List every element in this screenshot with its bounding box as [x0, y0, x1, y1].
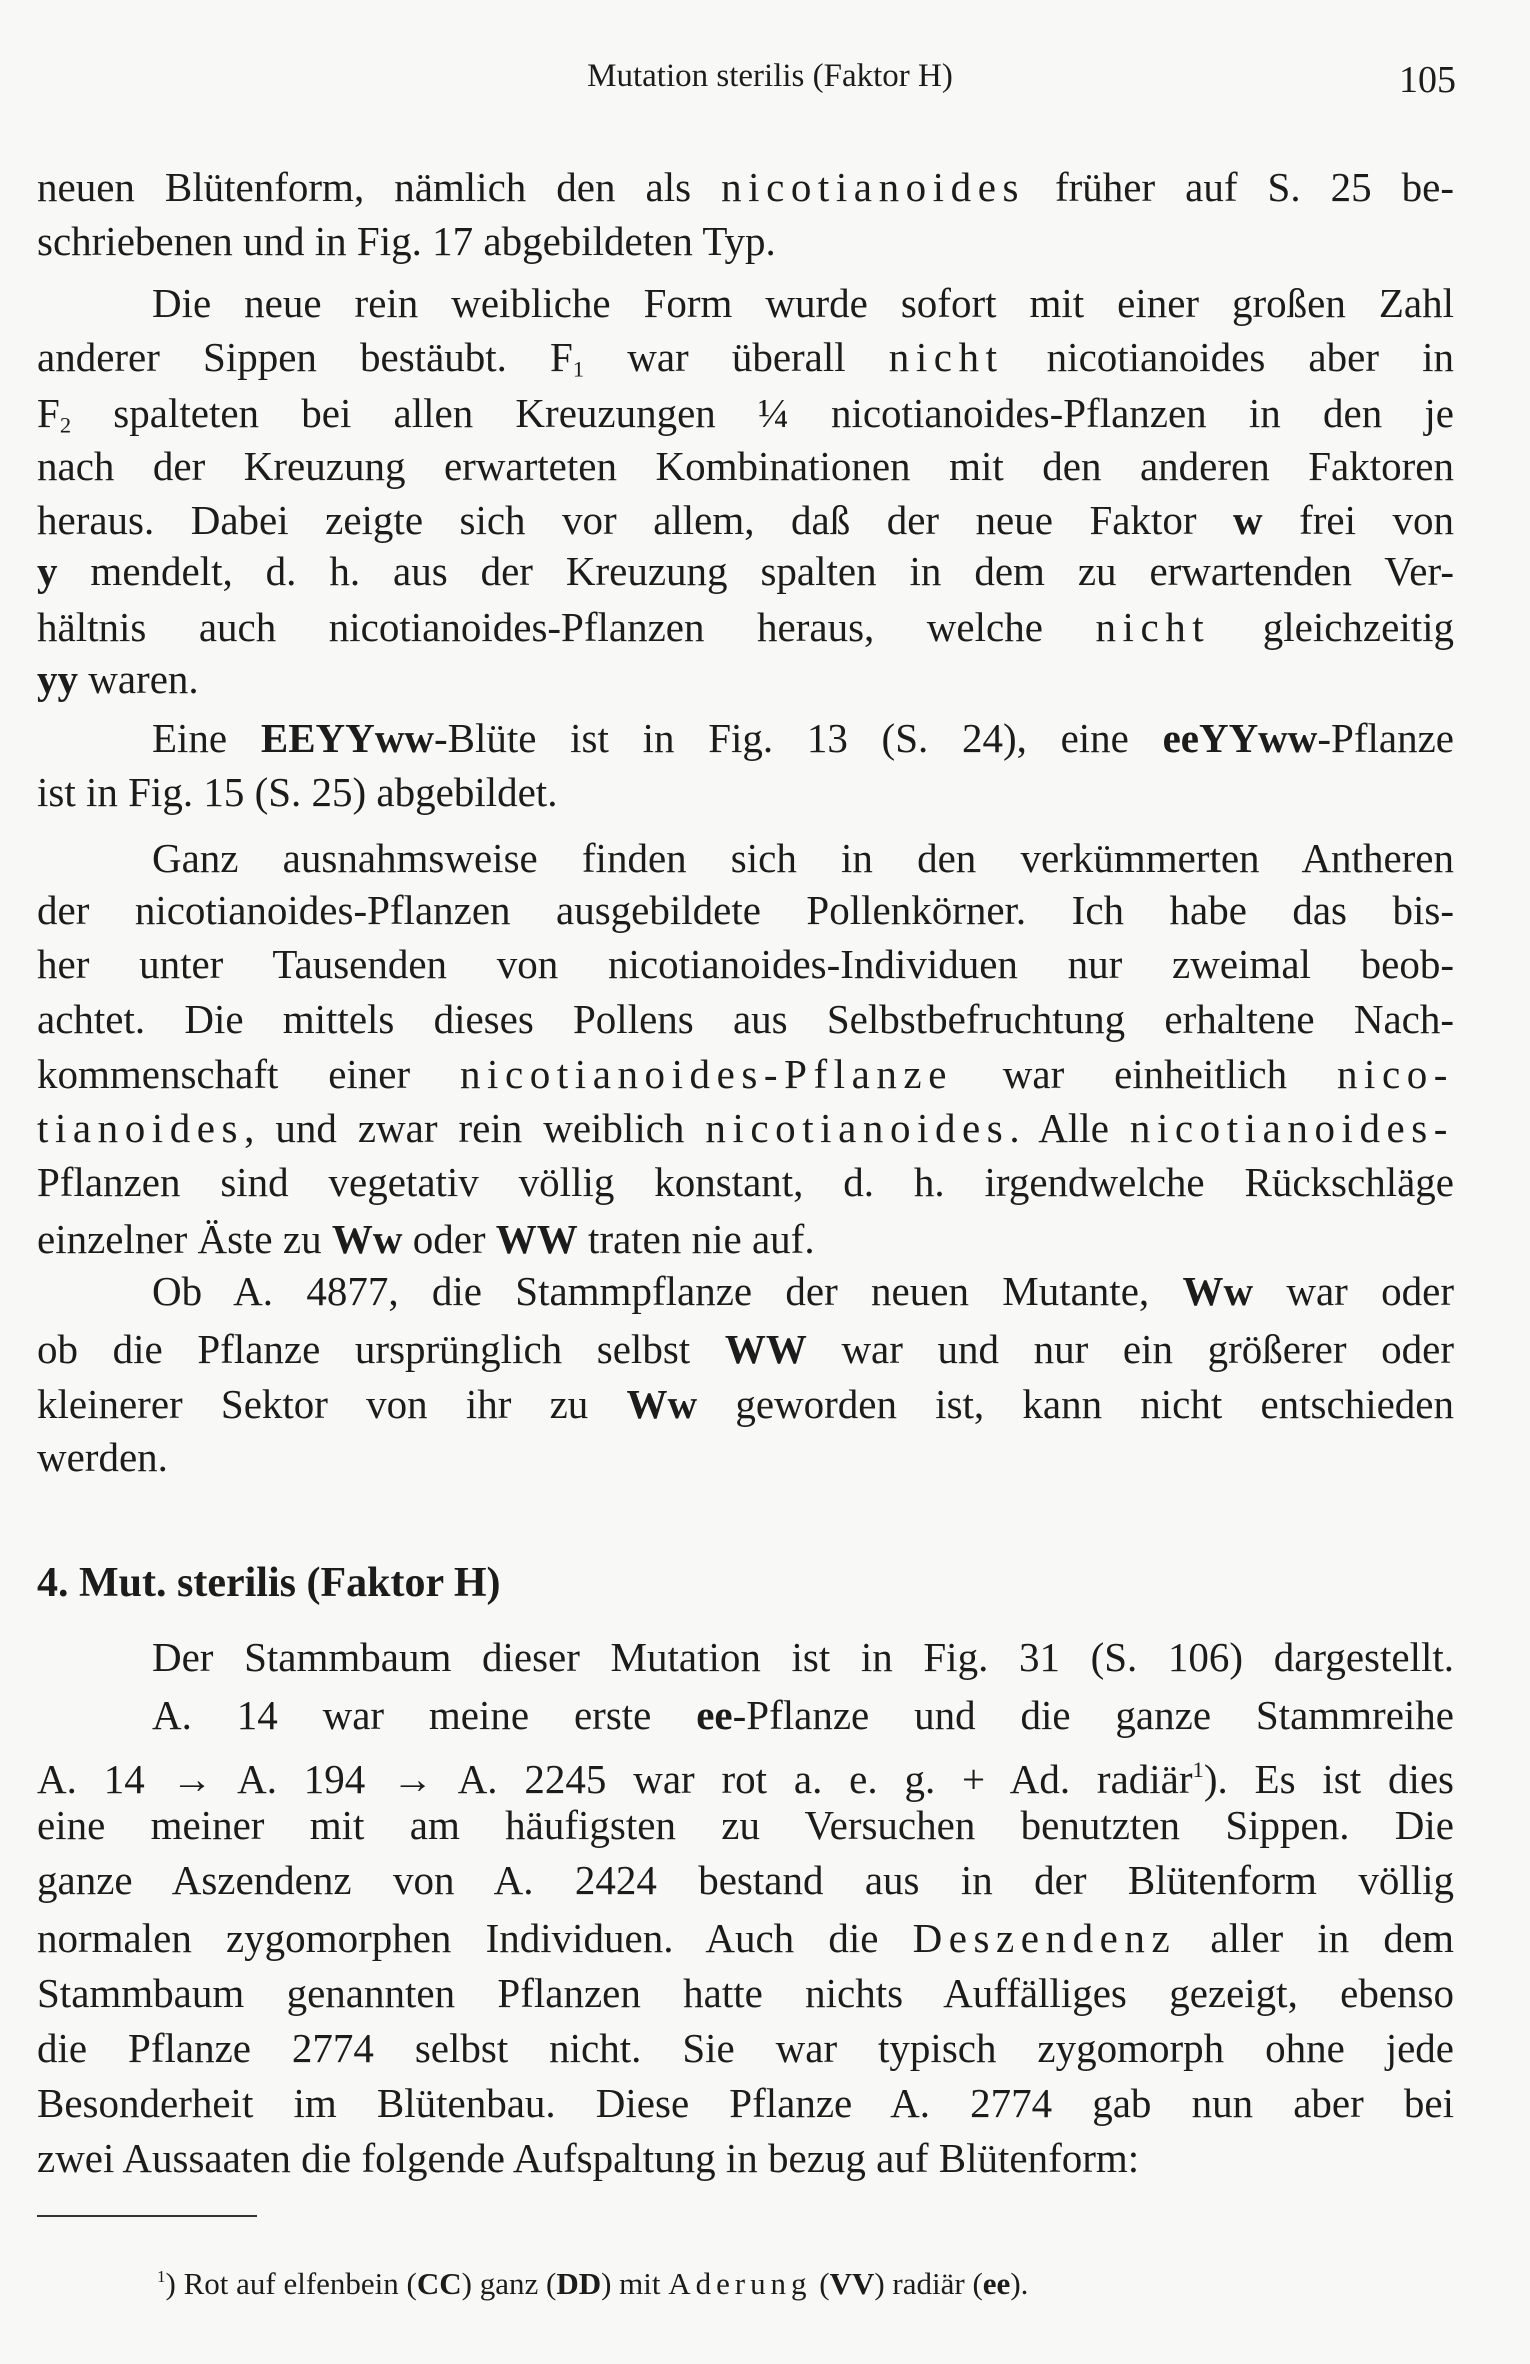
text-run: -Pflanze [1317, 715, 1454, 761]
spaced-run: nicotianoides-Pflanze [459, 1051, 953, 1097]
text-run: Besonderheit im Blütenbau. Diese Pflanze A. 2774 gab nun aber bei [37, 2080, 1454, 2126]
text-run: eine meiner mit am häufigsten zu Versuchen benutzten Sippen. Die [37, 1802, 1454, 1848]
text-run: ) radiär ( [874, 2265, 983, 2301]
text-run: spalteten bei allen Kreuzungen ¼ nicotianoides-Pflanzen in den je [71, 390, 1454, 436]
section-heading: 4. Mut. sterilis (Faktor H) [37, 1560, 501, 1606]
text-line [152, 1630, 1454, 1684]
spaced-run: tianoides [37, 1105, 245, 1151]
bold-run: eeYYww [1162, 715, 1318, 761]
bold-run: ee [696, 1692, 733, 1738]
text-run: kommenschaft einer [37, 1051, 460, 1097]
text-line [37, 493, 1454, 547]
text-line [37, 1743, 1455, 1802]
subscript: 2 [59, 412, 72, 438]
footnote-divider [37, 2215, 257, 2217]
spaced-run: nicotianoides- [1129, 1105, 1454, 1151]
text-run: einzelner Äste zu [37, 1216, 332, 1262]
text-line [37, 1966, 1454, 2020]
text-run: anderer Sippen bestäubt. F [37, 334, 573, 380]
text-run: der nicotianoides-Pflanzen ausgebildete Pollenkörner. Ich habe das bis- [37, 887, 1454, 933]
text-run: aller in dem [1176, 1915, 1454, 1961]
text-run: Stammbaum genannten Pflanzen hatte nichts Auffälliges gezeigt, ebenso [37, 1970, 1454, 2016]
text-run: ob die Pflanze ursprünglich selbst [37, 1326, 725, 1372]
text-run: heraus. Dabei zeigte sich vor allem, daß der neue Faktor [37, 497, 1233, 543]
spaced-run: Aderung [668, 2265, 812, 2301]
spaced-run: nicotianoides [721, 164, 1025, 210]
text-line [37, 1377, 1454, 1431]
bold-run: Ww [626, 1381, 698, 1427]
text-line [37, 214, 1454, 268]
text-line [37, 1047, 1454, 1101]
text-run: werden. [37, 1434, 168, 1480]
text-run: neuen Blütenform, nämlich den als [37, 164, 722, 210]
subscript: 1 [572, 356, 585, 382]
text-line [37, 937, 1454, 991]
bold-run: w [1233, 497, 1263, 543]
text-line [37, 2076, 1454, 2130]
text-run: kleinerer Sektor von ihr zu [37, 1381, 627, 1427]
text-line [152, 276, 1454, 330]
text-run: frei von [1262, 497, 1454, 543]
bold-run: Ww [331, 1216, 403, 1262]
text-line [37, 544, 1454, 598]
text-line [152, 1688, 1454, 1742]
text-run: ( [811, 2265, 830, 2301]
text-line [37, 1155, 1454, 1209]
text-run: her unter Tausenden von nicotianoides-Individuen nur zweimal beob- [37, 941, 1454, 987]
text-run: ) mit [601, 2265, 669, 2301]
spaced-run: nicotianoides [705, 1105, 1010, 1151]
footnote-marker: 1 [1192, 1757, 1204, 1782]
text-run: war einheitlich [952, 1051, 1337, 1097]
text-line [37, 883, 1454, 937]
text-run: schriebenen und in Fig. 17 abgebildeten Typ. [37, 218, 776, 264]
running-title: Mutation sterilis (Faktor H) [587, 58, 953, 94]
text-line [37, 386, 1454, 440]
text-run: ) Rot auf elfenbein ( [165, 2265, 417, 2301]
text-line [152, 1264, 1454, 1318]
text-run: waren. [78, 656, 199, 702]
text-run: ). [1010, 2265, 1029, 2301]
text-run: mendelt, d. h. aus der Kreuzung spalten in dem zu erwartenden Ver- [57, 548, 1454, 594]
bold-run: DD [556, 2265, 602, 2301]
page-number: 105 [1399, 59, 1456, 101]
text-line [37, 652, 1454, 706]
bold-run: CC [416, 2265, 462, 2301]
text-run: traten nie auf. [577, 1216, 815, 1262]
text-line [37, 992, 1454, 1046]
text-run: Ganz ausnahmsweise finden sich in den verkümmerten Antheren [152, 835, 1454, 881]
spaced-run: nicht [1095, 604, 1211, 650]
text-line [37, 1101, 1454, 1155]
text-line [37, 1430, 1454, 1484]
text-run: hältnis auch nicotianoides-Pflanzen heraus, welche [37, 604, 1096, 650]
text-line [37, 600, 1454, 654]
spaced-run: Deszendenz [912, 1915, 1177, 1961]
text-run: ) ganz ( [461, 2265, 557, 2301]
footnote [157, 2255, 1028, 2306]
text-line [37, 1798, 1454, 1852]
text-run: war oder [1253, 1268, 1454, 1314]
text-run: A. 14 war meine erste [152, 1692, 697, 1738]
text-run: nach der Kreuzung erwarteten Kombinationen mit den anderen Faktoren [37, 443, 1454, 489]
text-run: war und nur ein größerer oder [806, 1326, 1454, 1372]
text-run: Ob A. 4877, die Stammpflanze der neuen Mutante, [152, 1268, 1183, 1314]
text-run: zwei Aussaaten die folgende Aufspaltung in bezug auf Blütenform: [37, 2135, 1140, 2181]
bold-run: EEYYww [260, 715, 434, 761]
text-run: F [37, 390, 60, 436]
text-run: geworden ist, kann nicht entschieden [697, 1381, 1454, 1427]
text-run: war überall [584, 334, 889, 380]
text-run: nicotianoides aber in [1003, 334, 1454, 380]
text-line [37, 1911, 1454, 1965]
bold-run: VV [829, 2265, 875, 2301]
text-line [37, 765, 1454, 819]
text-line [37, 2131, 1454, 2185]
text-run: ganze Aszendenz von A. 2424 bestand aus in der Blütenform völlig [37, 1857, 1454, 1903]
text-line [152, 711, 1454, 765]
bold-run: y [37, 548, 58, 594]
text-run: die Pflanze 2774 selbst nicht. Sie war typisch zygomorph ohne jede [37, 2025, 1454, 2071]
text-line [37, 160, 1454, 214]
text-run: früher auf S. 25 be- [1024, 164, 1454, 210]
text-run: -Pflanze und die ganze Stammreihe [732, 1692, 1454, 1738]
bold-run: WW [495, 1216, 578, 1262]
text-line [37, 1322, 1454, 1376]
text-run: Pflanzen sind vegetativ völlig konstant, d. h. irgendwelche Rückschläge [37, 1159, 1454, 1205]
spaced-run: nicht [888, 334, 1004, 380]
text-run: normalen zygomorphen Individuen. Auch die [37, 1915, 913, 1961]
text-line [37, 1212, 1454, 1266]
text-run: Die neue rein weibliche Form wurde sofort mit einer großen Zahl [152, 280, 1454, 326]
text-run: Eine [152, 715, 261, 761]
text-run: oder [402, 1216, 496, 1262]
text-line [152, 831, 1454, 885]
text-line [37, 2021, 1454, 2075]
bold-run: Ww [1182, 1268, 1254, 1314]
text-line [37, 439, 1454, 493]
text-run: . Alle [1009, 1105, 1130, 1151]
text-run: A. 14 → A. 194 → A. 2245 war rot a. e. g. + Ad. radiär [37, 1755, 1193, 1802]
text-line [37, 1853, 1454, 1907]
text-run: -Blüte ist in Fig. 13 (S. 24), eine [433, 715, 1163, 761]
text-run: , und zwar rein weiblich [244, 1105, 706, 1151]
text-run: achtet. Die mittels dieses Pollens aus Selbstbefruchtung erhaltene Nach- [37, 996, 1454, 1042]
text-run: ). Es ist dies [1203, 1755, 1455, 1802]
text-line [37, 330, 1454, 384]
text-run: ist in Fig. 15 (S. 25) abgebildet. [37, 769, 558, 815]
footnote-marker: 1 [157, 2267, 166, 2286]
text-run: Der Stammbaum dieser Mutation ist in Fig. 31 (S. 106) dargestellt. [152, 1634, 1454, 1680]
bold-run: WW [724, 1326, 807, 1372]
bold-run: yy [37, 656, 78, 702]
bold-run: ee [982, 2265, 1011, 2301]
text-run: gleichzeitig [1210, 604, 1454, 650]
spaced-run: nico- [1336, 1051, 1454, 1097]
